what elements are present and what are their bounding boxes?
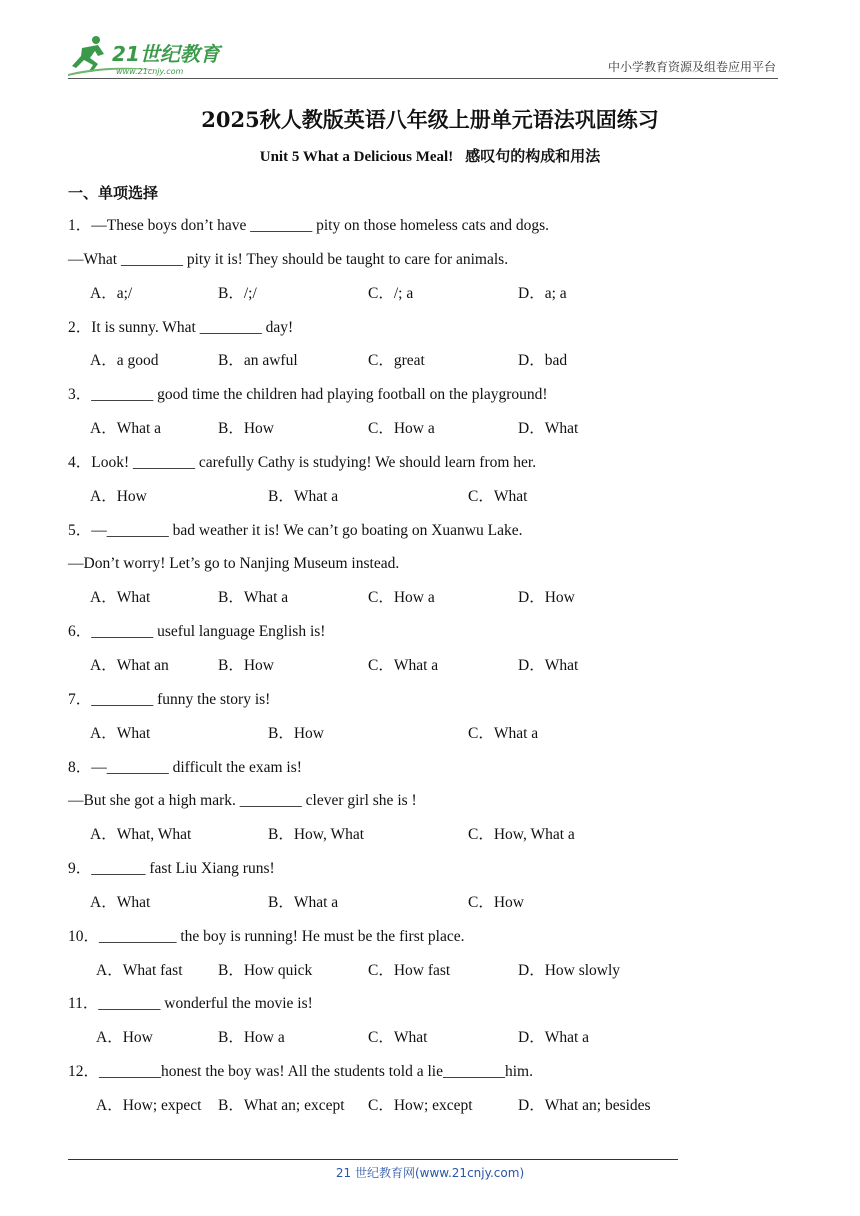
section-heading: 一、单项选择	[68, 184, 159, 202]
option-a[interactable]: A．What an	[90, 656, 169, 674]
question-text: 12．________honest the boy was! All the students told a lie________him.	[68, 1063, 533, 1081]
option-c[interactable]: C．What	[468, 487, 528, 505]
question-item	[68, 449, 788, 517]
option-c[interactable]: C．What	[368, 1029, 428, 1047]
option-d[interactable]: D．What	[518, 420, 579, 438]
option-c[interactable]: C．How, What a	[468, 826, 575, 844]
question-text: —But she got a high mark. ________ clever girl she is !	[68, 792, 417, 810]
question-text: 7．________ funny the story is!	[68, 690, 271, 708]
option-c[interactable]: C．How a	[368, 420, 435, 438]
question-item	[68, 1058, 788, 1126]
option-a[interactable]: A．What a	[90, 420, 162, 438]
logo-21cnjy	[68, 34, 228, 78]
option-row	[68, 889, 788, 923]
question-item	[68, 618, 788, 686]
question-text: 8．—________ difficult the exam is!	[68, 758, 302, 776]
option-c[interactable]: C．How fast	[368, 961, 451, 979]
option-row	[68, 720, 788, 754]
option-b[interactable]: B．What a	[268, 893, 339, 911]
option-d[interactable]: D．What	[518, 656, 579, 674]
option-a[interactable]: A．a;/	[90, 284, 133, 302]
footer-divider	[68, 1159, 678, 1160]
svg-text:www.21cnjy.com: www.21cnjy.com	[116, 67, 184, 76]
question-text: 2．It is sunny. What ________ day!	[68, 318, 294, 336]
question-text: 3．________ good time the children had playing football on the playground!	[68, 386, 548, 404]
option-row	[68, 280, 788, 314]
option-c[interactable]: C．great	[368, 352, 425, 370]
option-c[interactable]: C．What a	[468, 724, 539, 742]
question-text: —What ________ pity it is! They should be taught to care for animals.	[68, 250, 509, 268]
option-a[interactable]: A．What fast	[96, 961, 183, 979]
option-row	[68, 652, 788, 686]
option-c[interactable]: C．How a	[368, 589, 435, 607]
question-item	[68, 381, 788, 449]
page-title: 2025秋人教版英语八年级上册单元语法巩固练习	[201, 107, 659, 132]
option-b[interactable]: B．How a	[218, 1029, 285, 1047]
question-text: 9．_______ fast Liu Xiang runs!	[68, 860, 275, 878]
option-row	[68, 1024, 788, 1058]
option-b[interactable]: B．How	[218, 656, 274, 674]
grammar-topic: 感叹句的构成和用法	[465, 147, 601, 165]
question-text: 11．________ wonderful the movie is!	[68, 995, 313, 1013]
question-text: 10．__________ the boy is running! He must be the first place.	[68, 927, 465, 945]
question-item	[68, 855, 788, 923]
question-list	[68, 212, 788, 1126]
option-a[interactable]: A．a good	[90, 352, 159, 370]
option-d[interactable]: D．What an; besides	[518, 1096, 651, 1114]
platform-name: 中小学教育资源及组卷应用平台	[607, 60, 776, 74]
question-text: 4．Look! ________ carefully Cathy is studying! We should learn from her.	[68, 453, 537, 471]
question-item	[68, 923, 788, 991]
option-row	[68, 1092, 788, 1126]
option-c[interactable]: C．What a	[368, 656, 439, 674]
unit-title: Unit 5 What a Delicious Meal!	[259, 149, 454, 165]
option-b[interactable]: B．What a	[268, 487, 339, 505]
option-d[interactable]: D．How	[518, 589, 575, 607]
option-row	[68, 957, 788, 991]
option-c[interactable]: C．How	[468, 893, 524, 911]
question-item	[68, 314, 788, 382]
option-d[interactable]: D．bad	[518, 352, 568, 370]
option-a[interactable]: A．How; expect	[96, 1096, 202, 1114]
option-c[interactable]: C．How; except	[368, 1096, 473, 1114]
option-b[interactable]: B．How quick	[218, 961, 313, 979]
question-item	[68, 990, 788, 1058]
option-a[interactable]: A．What, What	[90, 826, 192, 844]
option-a[interactable]: A．How	[90, 487, 147, 505]
option-row	[68, 821, 788, 855]
option-c[interactable]: C．/; a	[368, 284, 414, 302]
page-header	[68, 30, 778, 79]
option-row	[68, 584, 788, 618]
option-a[interactable]: A．What	[90, 893, 151, 911]
option-d[interactable]: D．How slowly	[518, 961, 621, 979]
option-b[interactable]: B．What a	[218, 589, 289, 607]
svg-text:21世纪教育: 21世纪教育	[112, 42, 220, 66]
question-item	[68, 517, 788, 619]
page-subtitle	[0, 145, 860, 166]
option-a[interactable]: A．What	[90, 589, 151, 607]
option-b[interactable]: B．What an; except	[218, 1096, 345, 1114]
option-b[interactable]: B．How, What	[268, 826, 365, 844]
option-a[interactable]: A．How	[96, 1029, 153, 1047]
question-item	[68, 212, 788, 314]
question-text: 5．—________ bad weather it is! We can’t go boating on Xuanwu Lake.	[68, 521, 523, 539]
option-b[interactable]: B．an awful	[218, 352, 298, 370]
footer-text: 21 世纪教育网(www.21cnjy.com)	[335, 1166, 525, 1180]
option-d[interactable]: D．What a	[518, 1029, 590, 1047]
option-row	[68, 347, 788, 381]
option-b[interactable]: B．How	[268, 724, 324, 742]
question-text: 1．—These boys don’t have ________ pity on those homeless cats and dogs.	[68, 217, 550, 234]
option-b[interactable]: B．How	[218, 420, 274, 438]
question-item	[68, 754, 788, 856]
option-d[interactable]: D．a; a	[518, 284, 567, 302]
question-item	[68, 686, 788, 754]
option-row	[68, 415, 788, 449]
option-row	[68, 483, 788, 517]
question-text: 6．________ useful language English is!	[68, 623, 326, 641]
option-b[interactable]: B．/;/	[218, 284, 257, 302]
question-text: —Don’t worry! Let’s go to Nanjing Museum instead.	[68, 555, 400, 573]
option-a[interactable]: A．What	[90, 724, 151, 742]
